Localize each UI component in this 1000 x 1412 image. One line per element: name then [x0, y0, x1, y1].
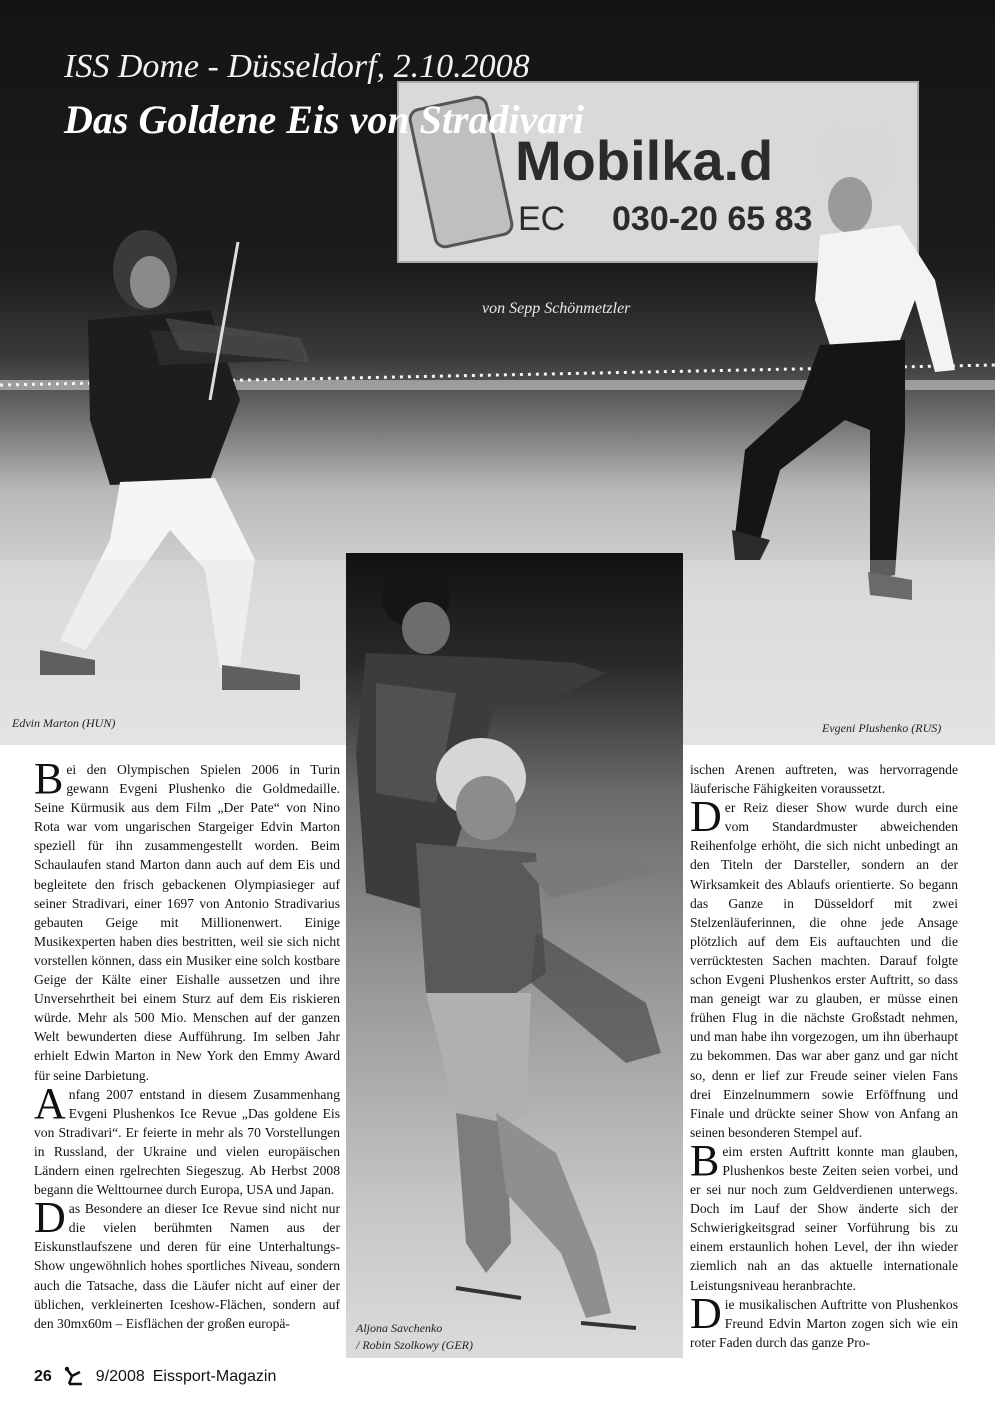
drop-cap: A: [34, 1078, 66, 1128]
page-number: 26: [34, 1368, 52, 1385]
paragraph-text: ei den Olympischen Spielen 2006 in Turin gewann Evgeni Plushenko die Goldmedaille. Seine Kürmusik aus dem Film „Der Pate“ von Nino Rota war vom ungarischen Stargeiger Edvin Marton speziell für ihn zusammengestellt worden. Beim Schaulaufen stand Marton dann auch auf dem Eis und begleitete den frisch gebackenen Olympiasieger auf seiner Stradivari, einer 1697 von Antonio Stradivarius gebauten Geige mit Millionenwert. Einige Musikexperten haben dies bestritten, weil sie sich nicht vorstellen können, dass ein Musiker eine solch kostbare Geige der Kälte einer Eishalle aussetzen und ihre Unversehrtheit bei einem Sturz auf dem Eis riskieren würde. Mehr als 500 Mio. Menschen auf der ganzen Welt bewunderten diese Aufführung. Im selben Jahr erhielt Edwin Marton in New York den Emmy Award für seine Darbietung.: [34, 762, 340, 1083]
caption-middle-line1: Aljona Savchenko: [356, 1321, 443, 1335]
drop-cap: D: [34, 1193, 66, 1243]
banner-brand: Mobilka.d: [515, 129, 774, 192]
paragraph: [690, 1135, 958, 1295]
pair-skaters-photo: [346, 553, 683, 1358]
paragraph-text: ischen Arenen auftreten, was hervorragende läuferische Fähigkeiten voraussetzt.: [690, 762, 958, 797]
drop-cap: B: [690, 1135, 720, 1185]
paragraph-text: ie musikalischen Auftritte von Plushenkos Freund Edvin Marton zogen sich wie ein roter Faden durch das ganze Pro-: [690, 1296, 958, 1350]
paragraph: [690, 760, 958, 798]
skater-logo-icon: [60, 1366, 88, 1388]
caption-middle-line2: / Robin Szolkowy (GER): [356, 1338, 473, 1352]
caption-middle-photo: [356, 1320, 473, 1354]
paragraph: [34, 1078, 340, 1200]
banner-phone-prefix: EC: [518, 200, 566, 238]
caption-right-photo: Evgeni Plushenko (RUS): [822, 721, 942, 735]
paragraph-text: as Besondere an dieser Ice Revue sind nicht nur die vielen berühmten Namen aus der Eiskunstlaufszene und deren für eine Unterhaltungs-Show ungewöhnlich hohes sportliches Niveau, sondern auch die Tatsache, dass die Läufer nicht auf einer der üblichen, verkleinerten Iceshow-Flächen, sondern auf den 30mx60m – Eisflächen der großen europä-: [34, 1201, 340, 1331]
paragraph-text: nfang 2007 entstand in diesem Zusammenhang Evgeni Plushenkos Ice Revue „Das goldene Eis von Stradivari“. Er feierte in mehr als 70 Vorstellungen in Russland, der Ukraine und vielen europäischen Ländern einen rgelrechten Siegeszug. Ab Herbst 2008 begann die Welttournee durch Europa, USA und Japan.: [34, 1086, 340, 1198]
drop-cap: D: [690, 1288, 722, 1338]
paragraph: [34, 1193, 340, 1333]
article-column-left: [34, 754, 340, 1333]
paragraph-text: er Reiz dieser Show wurde durch eine vom Standardmuster abweichenden Reihenfolge erhöht, die sich nicht unbedingt an den Titeln der Darsteller, sondern an der Wirksamkeit des Ablaufs orientierte. So begann das Ganze in Düsseldorf mit zwei Stelzenläuferinnen, die ohne jede Ansage plötzlich auf dem Eis auftauchten und die verrücktesten Sachen machten. Darauf folgte schon Evgeni Plushenkos erster Auftritt, so dass man geneigt war zu glauben, er müsse einen frühen Flug in die nächste Großstadt nehmen, und man habe ihn vorgezogen, um ihn überhaupt zu bekommen. Das war aber ganz und gar nicht so, denn er lief zur Freude seiner vielen Fans drei Einzelnummern sowie Erföffnung und Finale und drückte seiner Show von Anfang an seinen besonderen Stempel auf.: [690, 800, 958, 1140]
banner-phone: 030-20 65 83: [612, 200, 813, 238]
paragraph: [690, 1288, 958, 1352]
article-kicker: ISS Dome - Düsseldorf, 2.10.2008: [64, 48, 530, 85]
magazine-name: Eissport-Magazin: [152, 1368, 277, 1385]
page-footer: [34, 1366, 276, 1388]
paragraph: [690, 792, 958, 1142]
caption-left-photo: Edvin Marton (HUN): [12, 716, 116, 730]
paragraph: [34, 754, 340, 1085]
article-byline: von Sepp Schönmetzler: [482, 300, 631, 317]
issue-number: 9/2008: [95, 1368, 145, 1385]
pair-skaters-art: [346, 553, 683, 1358]
drop-cap: D: [690, 792, 722, 842]
paragraph-text: eim ersten Auftritt konnte man glauben, Plushenkos beste Zeiten seien vorbei, und er sei nur noch zum Geldverdienen unterwegs. Doch im Lauf der Show änderte sich der Schwierigkeitsgrad seiner Vorführung bis zu einem erstaunlich hohen Level, der ihn wieder ziemlich nah an das aktuelle internationale Leistungsniveau heranbrachte.: [690, 1143, 958, 1293]
article-title: Das Goldene Eis von Stradivari: [64, 97, 585, 142]
drop-cap: B: [34, 754, 64, 803]
article-column-right: [690, 760, 958, 1352]
